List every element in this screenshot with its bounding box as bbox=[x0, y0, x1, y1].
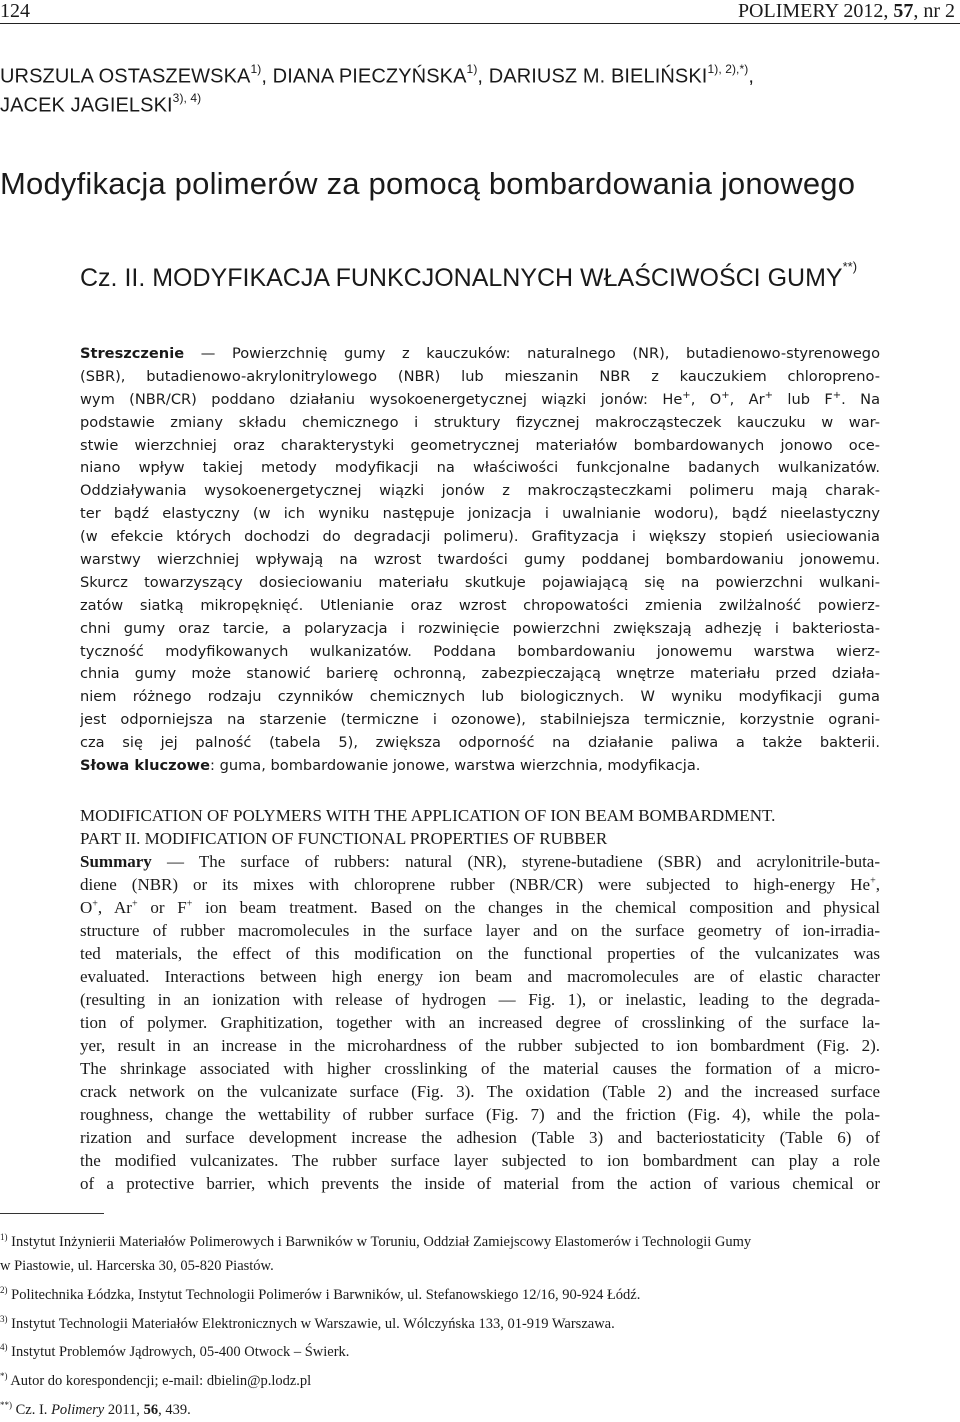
abstract-en-line: of a protective barrier, which prevents the inside of material from the action of various chemical or bbox=[80, 1174, 880, 1193]
journal-citation: POLIMERY 2012, 57, nr 2 bbox=[737, 0, 955, 22]
article-title: Modyfikacja polimerów za pomocą bombardowania jonowego bbox=[0, 166, 856, 201]
abstract-en-line: ted materials, the effect of this modification on the functional properties of the vulcanizates was bbox=[80, 944, 880, 963]
footnote: $^{4)}$ Instytut Problemów Jądrowych, 05-400 Otwock – Świerk. bbox=[0, 1342, 350, 1361]
abstract-pl-line: (SBR), butadienowo-akrylonitrylowego (NBR) lub mieszanin NBR z kauczukiem chloropreno- bbox=[80, 367, 880, 385]
abstract-pl-line: tyczność modyfikowanych wulkanizatów. Poddana bombardowaniu jonowemu warstwa wierz- bbox=[80, 642, 880, 660]
abstract-pl-line: stwie wierzchniej oraz charakterystyki geometrycznej materiałów bombardowanych jonowo oce- bbox=[80, 436, 880, 454]
abstract-en-line: diene (NBR) or its mixes with chloroprene rubber (NBR/CR) were subjected to high-energy He+, bbox=[80, 875, 880, 894]
abstract-pl-line: warstwy wierzchniej wpływają na wzrost twardości gumy poddanej bombardowaniu jonowemu. bbox=[80, 551, 880, 569]
abstract-en-label: Summary bbox=[80, 852, 152, 871]
abstract-en-line: yer, result in an increase in the microhardness of the rubber subjected to ion bombardment (Fig. 2). bbox=[80, 1036, 880, 1055]
footnote-rule bbox=[0, 1213, 104, 1214]
abstract-en-line: structure of rubber macromolecules in the surface layer and on the surface geometry of ion-irradia- bbox=[80, 921, 880, 940]
abstract-pl-line: chni gumy oraz tarcie, a polaryzacja i rozwinięcie powierzchni zwiększają adhezję i bakteriosta- bbox=[80, 619, 880, 637]
abstract-pl-line: niano wpływ takiej metody modyfikacji na właściwości funkcjonalne badanych wulkanizatów. bbox=[80, 459, 880, 477]
authors: URSZULA OSTASZEWSKA$^{1)}$, DIANA PIECZYŃSKA$^{1)}$, DARIUSZ M. $BIELIŃSKI^{1), 2),*)}$, JACEK $JAGIELSKI^{3), 4)}$ bbox=[0, 62, 755, 117]
abstract-pl-line: zatów siatką mikropęknięć. Utlenianie oraz wzrost chropowatości zmienia zwilżalność powierz- bbox=[80, 596, 880, 614]
footnote: $^{2)}$ Politechnika Łódzka, Instytut Technologii Polimerów i Barwników, ul. Stefanowskiego 12/16, 90-924 Łódź. bbox=[0, 1284, 641, 1303]
footnote: $^{3)}$ Instytut Technologii Materiałów Elektronicznych w Warszawie, ul. Wólczyńska 133, 01-919 Warszawa. bbox=[0, 1313, 615, 1332]
abstract-en-line: (resulting in an ionization with release of hydrogen — Fig. 1), or inelastic, leading to the degrada- bbox=[80, 990, 880, 1009]
abstract-polish bbox=[80, 343, 880, 778]
article-subtitle: Cz. II. MODYFIKACJA FUNKCJONALNYCH WŁAŚCIWOŚCI GUMY**) bbox=[80, 258, 858, 292]
abstract-pl-line: podstawie zmiany składu chemicznego i struktury fizycznej makrocząsteczek kauczuku w war- bbox=[80, 413, 880, 431]
abstract-pl-line: jest odporniejsza na starzenie (termiczne i ozonowe), stabilniejsza termicznie, korzystnie ograni- bbox=[80, 711, 880, 729]
abstract-en-line: rization and surface development increase the adhesion (Table 3) and bacteriostaticity (Table 6) of bbox=[80, 1128, 880, 1147]
abstract-en-line: evaluated. Interactions between high energy ion beam and macromolecules are of elastic character bbox=[80, 967, 880, 986]
abstract-en-line: tion of polymer. Graphitization, together with an increased degree of crosslinking of the surface la- bbox=[80, 1013, 880, 1032]
abstract-en-line: crack network on the vulcanizate surface (Fig. 3). The oxidation (Table 2) and the increased surface bbox=[80, 1082, 880, 1101]
footnote: $^{1)}$ Instytut Inżynierii Materiałów Polimerowych i Barwników w Toruniu, Oddział Zamiejscowy Elastomerów i Technologii Gumy bbox=[0, 1232, 752, 1250]
abstract-en-line: roughness, change the wettability of rubber surface (Fig. 7) and the friction (Fig. 4), while the pola- bbox=[80, 1105, 880, 1124]
abstract-en-line: O+, Ar+ or F+ ion beam treatment. Based on the changes in the chemical composition and physical bbox=[80, 898, 880, 917]
keywords-line: Słowa kluczowe: guma, bombardowanie jonowe, warstwa wierzchnia, modyfikacja. bbox=[80, 757, 701, 775]
abstract-pl-line: cza się jej palność (tabela 5), zwiększa odporność na działanie paliwa a także bakterii. bbox=[80, 734, 880, 752]
abstract-pl-line: Oddziaływania wysokoenergetycznej wiązki jonów z makrocząsteczkami polimeru mają charak- bbox=[80, 482, 880, 500]
footnotes bbox=[0, 1225, 940, 1422]
abstract-pl-line: (w efekcie których dochodzi do degradacji polimeru). Grafityzacja i większy stopień usieciowania bbox=[80, 528, 880, 546]
abstract-pl-line: Skurcz towarzyszący dosieciowaniu materiału skutkuje pojawiającą się na powierzchni wulkani- bbox=[80, 573, 880, 591]
english-heading-1: MODIFICATION OF POLYMERS WITH THE APPLICATION OF ION BEAM BOMBARDMENT. bbox=[80, 806, 776, 825]
footnote: *) Autor do korespondencji; e-mail: dbielin@p.lodz.pl bbox=[0, 1371, 312, 1390]
abstract-english bbox=[80, 805, 880, 1196]
abstract-en-line: the modified vulcanizates. The rubber surface layer subjected to ion bombardment can play a role bbox=[80, 1151, 880, 1170]
abstract-pl-line: wym (NBR/CR) poddano działaniu wysokoenergetycznej wiązki jonów: He+, O+, Ar+ lub F+. Na bbox=[80, 389, 880, 408]
abstract-pl-line: Streszczenie — Powierzchnię gumy z kauczuków: naturalnego (NR), butadienowo-styrenowego bbox=[80, 345, 880, 362]
page-number: 124 bbox=[0, 0, 30, 22]
footnote: **) Cz. I. Polimery 2011, 56, 439. bbox=[0, 1400, 191, 1418]
running-header bbox=[0, 0, 960, 22]
abstract-pl-line: niem różnego rodzaju czynników chemicznych lub biologicznych. W wyniku modyfikacji guma bbox=[80, 688, 880, 706]
header-rule bbox=[0, 23, 960, 24]
abstract-pl-label: Streszczenie bbox=[80, 345, 185, 362]
abstract-pl-line: ter bądź elastyczny (w ich wyniku następuje jonizacja i uwalnianie wodoru), bądź nieelastyczny bbox=[80, 505, 880, 523]
abstract-en-line: Summary — The surface of rubbers: natural (NR), styrene-butadiene (SBR) and acrylonitrile-buta- bbox=[80, 852, 880, 871]
english-heading-2: PART II. MODIFICATION OF FUNCTIONAL PROPERTIES OF RUBBER bbox=[80, 829, 608, 848]
abstract-en-line: The shrinkage associated with higher crosslinking of the material causes the formation of a micro- bbox=[80, 1059, 880, 1078]
footnote: w Piastowie, ul. Harcerska 30, 05-820 Piastów. bbox=[0, 1257, 274, 1274]
abstract-pl-line: chnia gumy może stanowić barierę ochronną, zabezpieczającą wnętrze materiału przed działa- bbox=[80, 665, 880, 683]
